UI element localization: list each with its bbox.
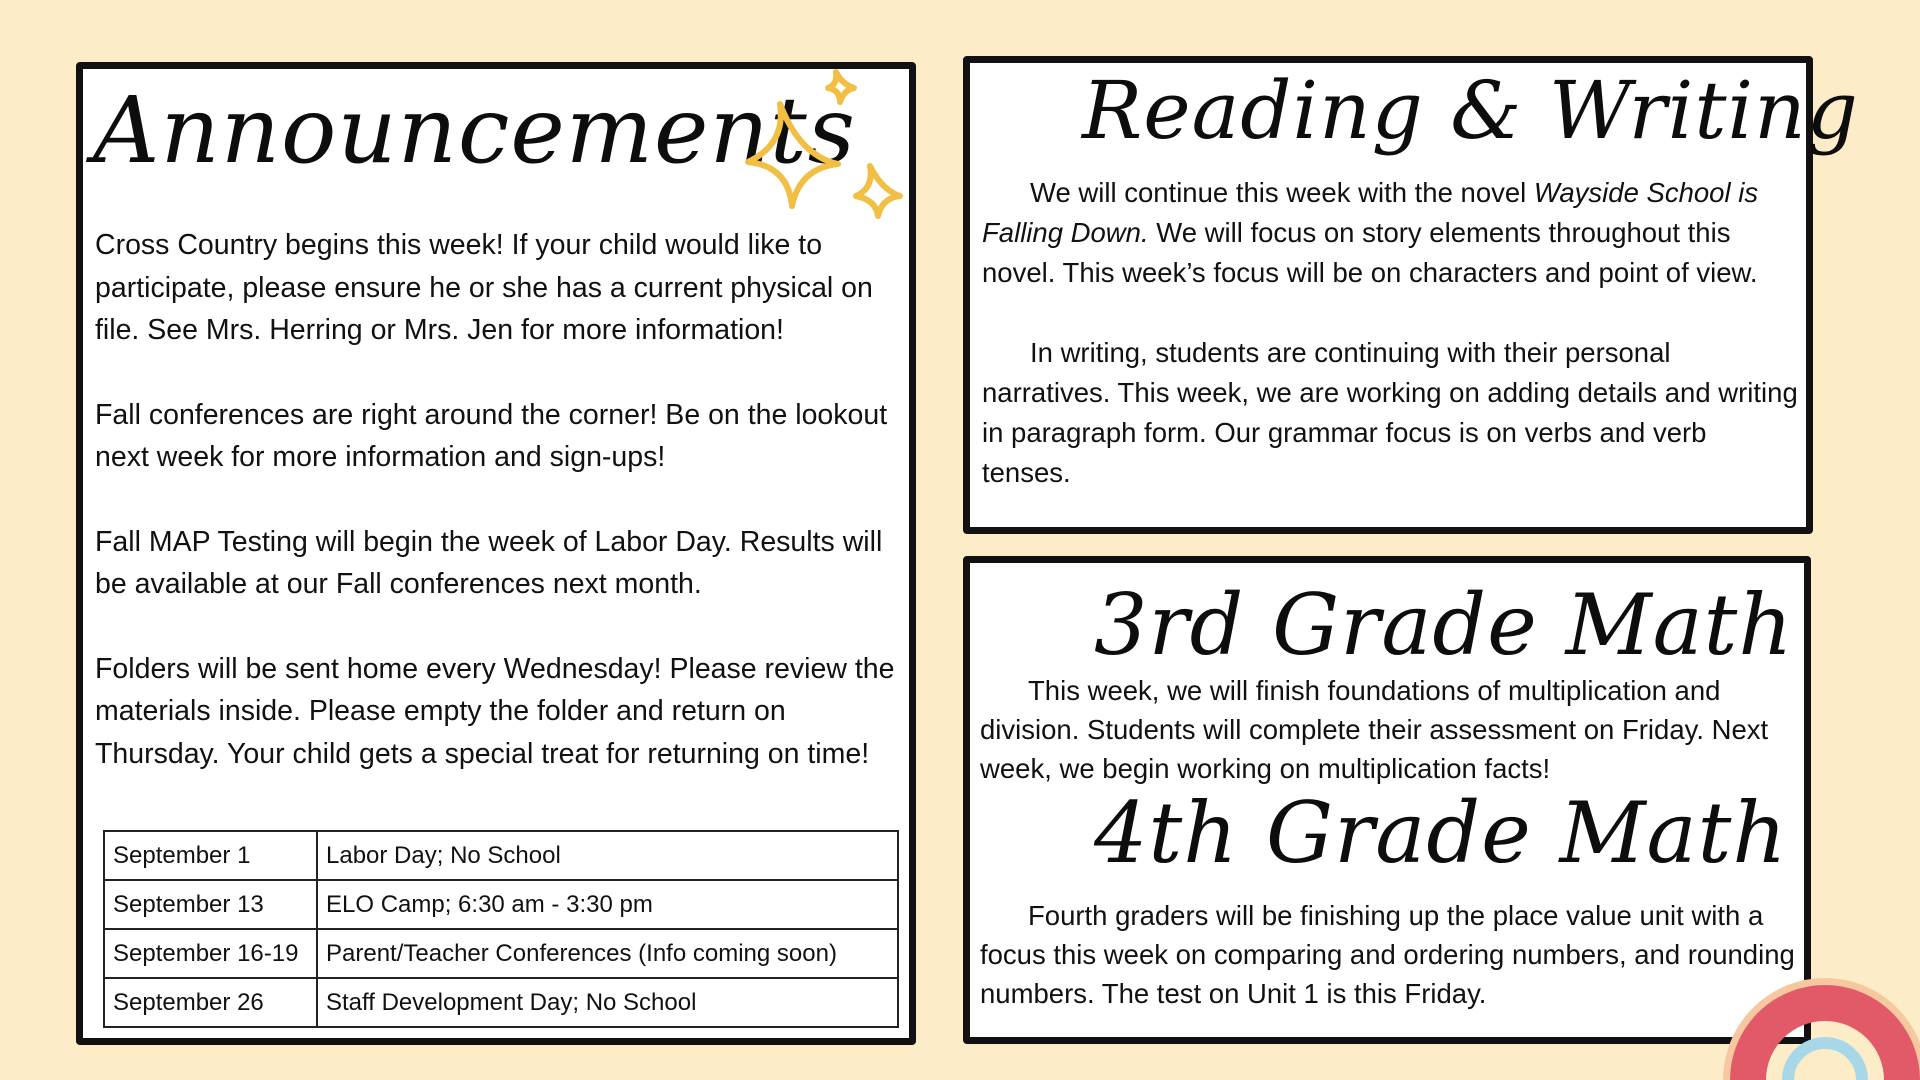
announcement-paragraph: Fall MAP Testing will begin the week of Labor Day. Results will be available at our Fall conferences next month. bbox=[95, 525, 883, 600]
table-row bbox=[104, 880, 898, 929]
event-date: September 26 bbox=[104, 978, 317, 1027]
sparkle-stars-icon bbox=[728, 66, 908, 236]
event-date: September 13 bbox=[104, 880, 317, 929]
third-grade-math-body: This week, we will finish foundations of multiplication and division. Students will complete their assessment on Friday. Next week, we begin working on multiplication facts! bbox=[980, 675, 1769, 784]
reading-writing-panel bbox=[963, 56, 1859, 534]
writing-paragraph: In writing, students are continuing with their personal narratives. This week, we are working on adding details and writing in paragraph form. Our grammar focus is on verbs and verb tenses. bbox=[982, 337, 1798, 488]
math-panel bbox=[963, 556, 1811, 1044]
event-description: Labor Day; No School bbox=[317, 831, 898, 880]
novel-title: Wayside School is Falling Down. bbox=[982, 177, 1759, 248]
events-table bbox=[103, 830, 899, 1028]
event-date: September 16-19 bbox=[104, 929, 317, 978]
event-date: September 1 bbox=[104, 831, 317, 880]
event-description: Staff Development Day; No School bbox=[317, 978, 898, 1027]
announcement-paragraph: Folders will be sent home every Wednesday! Please review the materials inside. Please empty the folder and return on Thursday. Your child gets a special treat for returning on time! bbox=[95, 652, 895, 770]
fourth-grade-math-title: 4th Grade Math bbox=[1094, 784, 1788, 882]
reading-text: We will focus on story elements throughout this novel. This week’s focus will be on characters and point of view. bbox=[982, 217, 1758, 288]
fourth-grade-math-body: Fourth graders will be finishing up the place value unit with a focus this week on comparing and ordering numbers, and rounding numbers. The test on Unit 1 is this Friday. bbox=[980, 900, 1795, 1009]
reading-writing-title: Reading & Writing bbox=[1082, 64, 1859, 157]
reading-writing-body bbox=[982, 173, 1802, 493]
table-row bbox=[104, 929, 898, 978]
rainbow-icon bbox=[1720, 930, 1920, 1080]
announcement-paragraph: Cross Country begins this week! If your child would like to participate, please ensure he or she has a current physical on file. See Mrs. Herring or Mrs. Jen for more information! bbox=[95, 229, 873, 346]
announcement-paragraph: Fall conferences are right around the corner! Be on the lookout next week for more information and sign-ups! bbox=[95, 398, 888, 473]
reading-paragraph bbox=[982, 173, 1802, 293]
table-row bbox=[104, 831, 898, 880]
event-description: Parent/Teacher Conferences (Info coming soon) bbox=[317, 929, 898, 978]
announcements-body bbox=[95, 224, 905, 775]
event-description: ELO Camp; 6:30 am - 3:30 pm bbox=[317, 880, 898, 929]
announcements-title: Announcements bbox=[93, 77, 856, 184]
table-row bbox=[104, 978, 898, 1027]
reading-text: We will continue this week with the novel bbox=[1030, 177, 1534, 208]
third-grade-math-title: 3rd Grade Math bbox=[1094, 576, 1794, 674]
